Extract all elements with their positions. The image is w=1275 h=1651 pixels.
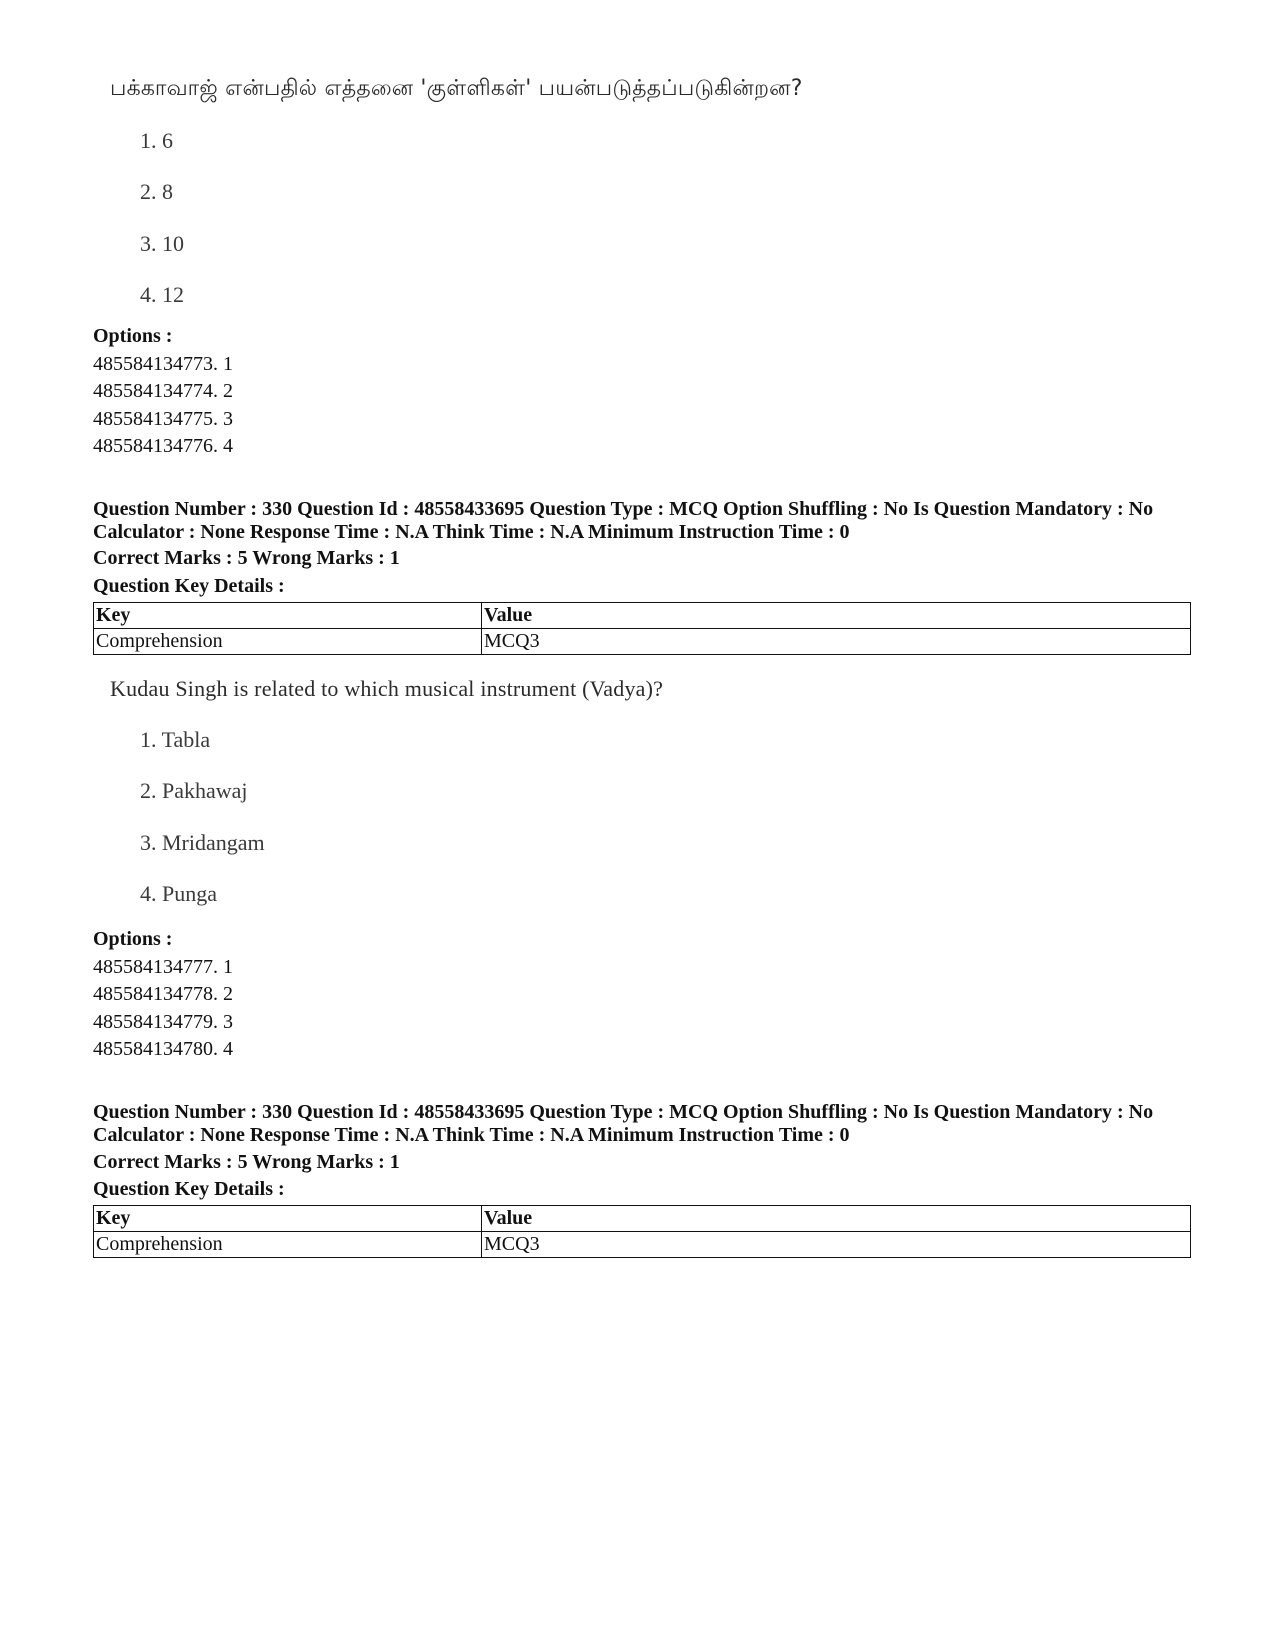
option-id-line: 485584134774. 2 [93, 380, 233, 402]
option-id-line: 485584134778. 2 [93, 983, 233, 1005]
question-choice: 3. Mridangam [140, 830, 265, 855]
question-text-english: Kudau Singh is related to which musical instrument (Vadya)? [110, 676, 664, 701]
marks-line: Correct Marks : 5 Wrong Marks : 1 [93, 547, 400, 569]
table-cell: Comprehension [94, 629, 482, 655]
table-cell: Comprehension [94, 1232, 482, 1258]
marks-line: Correct Marks : 5 Wrong Marks : 1 [93, 1151, 400, 1173]
question-choice: 2. Pakhawaj [140, 778, 248, 803]
question-choice: 2. 8 [140, 179, 173, 204]
question-choice: 1. Tabla [140, 727, 211, 752]
key-details-label: Question Key Details : [93, 575, 285, 597]
key-details-table [93, 602, 1191, 655]
option-id-line: 485584134775. 3 [93, 408, 233, 430]
question-choice: 4. Punga [140, 881, 217, 906]
table-cell: MCQ3 [482, 1232, 1191, 1258]
table-header-row [94, 1206, 1191, 1232]
table-row [94, 1232, 1191, 1258]
options-label: Options : [93, 325, 173, 347]
table-header-cell: Key [94, 1206, 482, 1232]
table-header-row [94, 603, 1191, 629]
option-id-line: 485584134780. 4 [93, 1038, 233, 1060]
option-id-line: 485584134777. 1 [93, 956, 233, 978]
question-choice: 3. 10 [140, 231, 184, 256]
options-label: Options : [93, 928, 173, 950]
table-header-cell: Key [94, 603, 482, 629]
question-choice: 1. 6 [140, 128, 173, 153]
question-metadata: Question Number : 330 Question Id : 48558433695 Question Type : MCQ Option Shuffling : No Is Question Mandatory : No Calculator : None Response Time : N.A Think Time : N.A Minimum Instruction Time : 0 [93, 498, 1154, 543]
table-header-cell: Value [482, 603, 1191, 629]
table-header-cell: Value [482, 1206, 1191, 1232]
table-cell: MCQ3 [482, 629, 1191, 655]
question-text-tamil: பக்காவாஜ் என்பதில் எத்தனை 'குள்ளிகள்' பயன்படுத்தப்படுகின்றன? [110, 76, 803, 101]
question-metadata: Question Number : 330 Question Id : 48558433695 Question Type : MCQ Option Shuffling : No Is Question Mandatory : No Calculator : None Response Time : N.A Think Time : N.A Minimum Instruction Time : 0 [93, 1101, 1154, 1146]
table-row [94, 629, 1191, 655]
option-id-line: 485584134776. 4 [93, 435, 233, 457]
option-id-line: 485584134773. 1 [93, 353, 233, 375]
key-details-label: Question Key Details : [93, 1178, 285, 1200]
option-id-line: 485584134779. 3 [93, 1011, 233, 1033]
key-details-table [93, 1205, 1191, 1258]
question-choice: 4. 12 [140, 282, 184, 307]
